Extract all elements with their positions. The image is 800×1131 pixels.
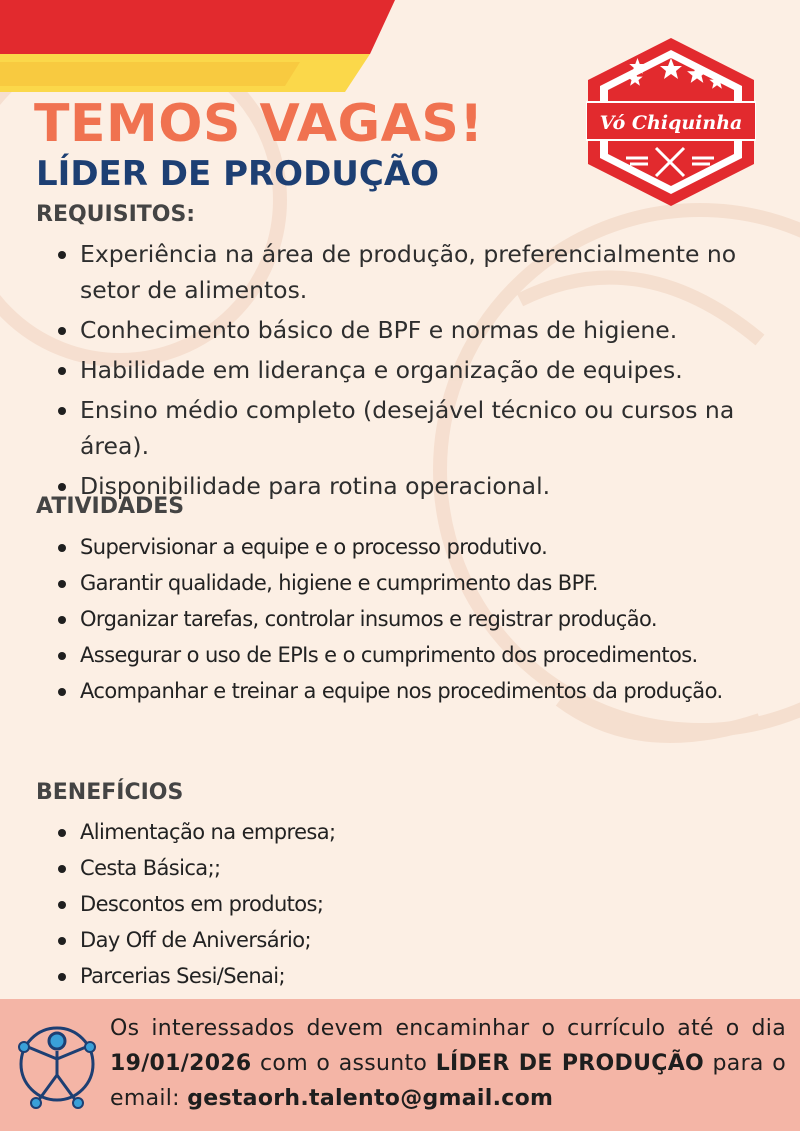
beneficios-list xyxy=(50,816,790,996)
footer-text-3: para o email: xyxy=(110,1051,786,1111)
list-item: Ensino médio completo (desejável técnico ou cursos na área). xyxy=(50,392,790,464)
footer-text-1: Os interessados devem encaminhar o currículo até o dia xyxy=(110,1016,786,1041)
deadline-date: 19/01/2026 xyxy=(110,1051,252,1076)
list-item: Acompanhar e treinar a equipe nos procedimentos da produção. xyxy=(50,675,790,708)
list-item: Alimentação na empresa; xyxy=(50,816,790,849)
footer-text xyxy=(110,1011,786,1116)
list-item: Assegurar o uso de EPIs e o cumprimento dos procedimentos. xyxy=(50,639,790,672)
list-item: Disponibilidade para rotina operacional. xyxy=(50,468,790,504)
list-item: Descontos em produtos; xyxy=(50,888,790,921)
list-item: Habilidade em liderança e organização de equipes. xyxy=(50,352,790,388)
logo-text: Vó Chiquinha xyxy=(599,112,743,134)
atividades-title: ATIVIDADES xyxy=(36,494,185,519)
contact-email[interactable]: gestaorh.talento@gmail.com xyxy=(187,1086,554,1111)
list-item: Conhecimento básico de BPF e normas de higiene. xyxy=(50,312,790,348)
brand-logo xyxy=(586,36,756,208)
footer-text-2: com o assunto xyxy=(251,1051,436,1076)
list-item: Garantir qualidade, higiene e cumprimento das BPF. xyxy=(50,567,790,600)
atividades-list xyxy=(50,531,790,711)
email-subject: LÍDER DE PRODUÇÃO xyxy=(435,1051,705,1076)
list-item: Cesta Básica;; xyxy=(50,852,790,885)
list-item: Day Off de Aniversário; xyxy=(50,924,790,957)
list-item: Parcerias Sesi/Senai; xyxy=(50,960,790,993)
requisitos-title: REQUISITOS: xyxy=(36,202,196,227)
list-item: Organizar tarefas, controlar insumos e registrar produção. xyxy=(50,603,790,636)
list-item: Experiência na área de produção, preferencialmente no setor de alimentos. xyxy=(50,236,790,308)
list-item: Supervisionar a equipe e o processo produtivo. xyxy=(50,531,790,564)
job-title: LÍDER DE PRODUÇÃO xyxy=(36,154,440,194)
requisitos-list xyxy=(50,236,790,508)
header-stripes xyxy=(0,0,420,100)
people-network-icon xyxy=(14,1017,100,1111)
headline: TEMOS VAGAS! xyxy=(34,94,484,154)
footer-contact xyxy=(0,999,800,1131)
beneficios-title: BENEFÍCIOS xyxy=(36,780,184,805)
